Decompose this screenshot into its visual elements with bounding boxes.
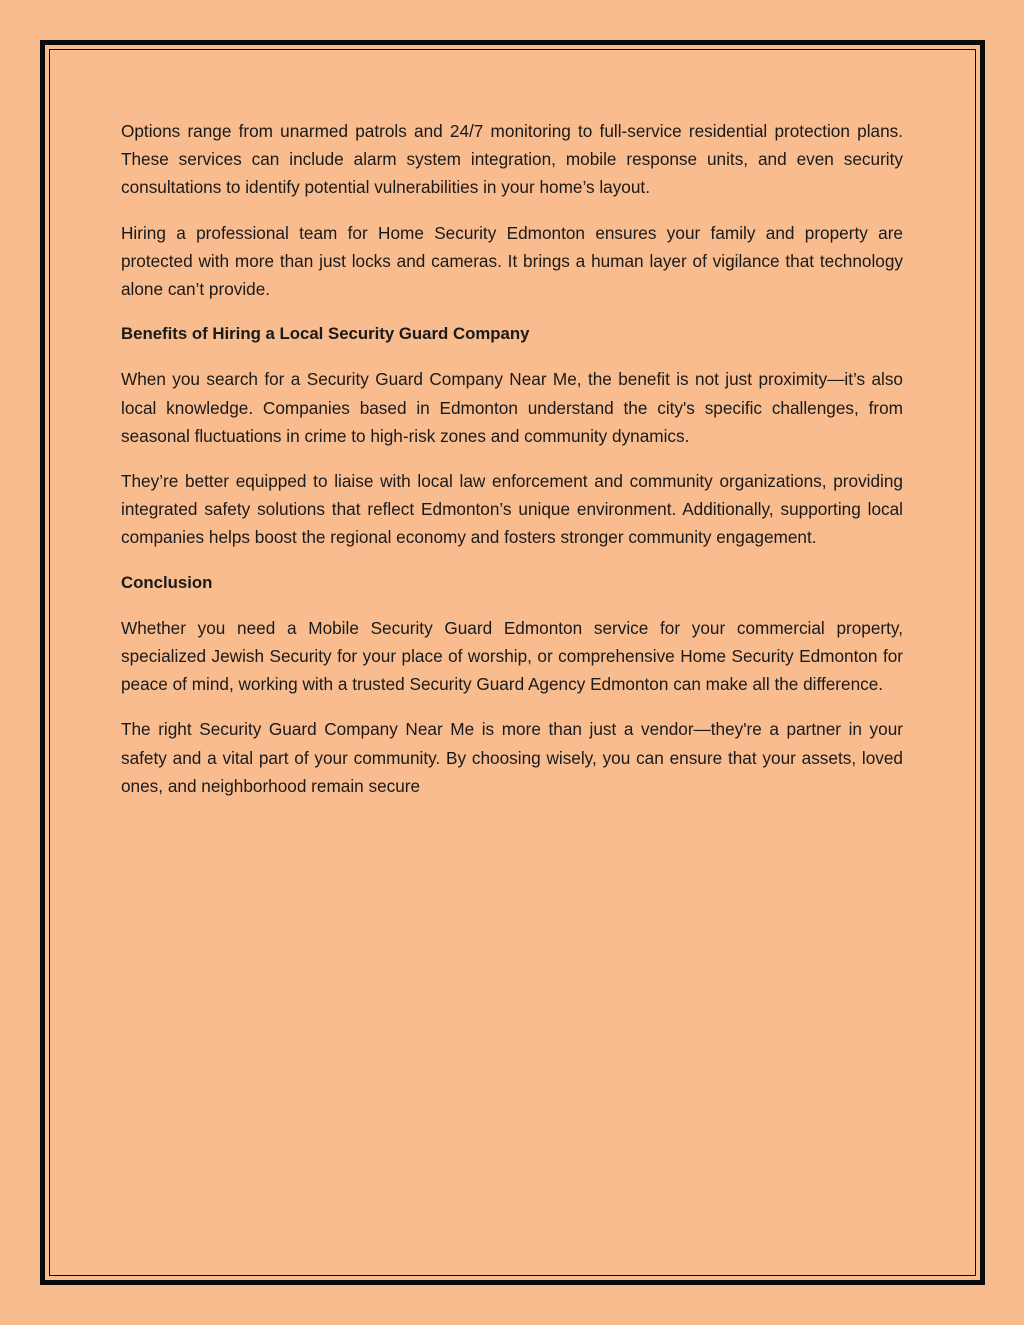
paragraph-community-engagement: They’re better equipped to liaise with local law enforcement and community organizations, providing integrated safety solutions that reflect Edmonton’s unique environment. Additionally, supporting local companies helps boost the regional economy and fosters stronger community engagement. xyxy=(121,471,903,548)
paragraph-service-options: Options range from unarmed patrols and 24/7 monitoring to full-service residential protection plans. These services can include alarm system integration, mobile response units, and even security consultations to identify potential vulnerabilities in your home’s layout. xyxy=(121,121,903,198)
paragraph-local-knowledge: When you search for a Security Guard Company Near Me, the benefit is not just proximity—it’s also local knowledge. Companies based in Edmonton understand the city's specific challenges, from seasonal fluctuations in crime to high-risk zones and community dynamics. xyxy=(121,369,903,446)
document-body xyxy=(121,117,903,817)
heading-benefits-local-company: Benefits of Hiring a Local Security Guard Company xyxy=(121,324,530,344)
paragraph-final-statement: The right Security Guard Company Near Me is more than just a vendor—they're a partner in your safety and a vital part of your community. By choosing wisely, you can ensure that your assets, loved ones, and neighborhood remain secure xyxy=(121,719,903,796)
heading-conclusion: Conclusion xyxy=(121,572,213,592)
paragraph-hiring-professional-team: Hiring a professional team for Home Security Edmonton ensures your family and property are protected with more than just locks and cameras. It brings a human layer of vigilance that technology alone can’t provide. xyxy=(121,222,903,300)
paragraph-conclusion-summary: Whether you need a Mobile Security Guard Edmonton service for your commercial property, specialized Jewish Security for your place of worship, or comprehensive Home Security Edmonton for peace of mind, working with a trusted Security Guard Agency Edmonton can make all the difference. xyxy=(121,617,903,695)
